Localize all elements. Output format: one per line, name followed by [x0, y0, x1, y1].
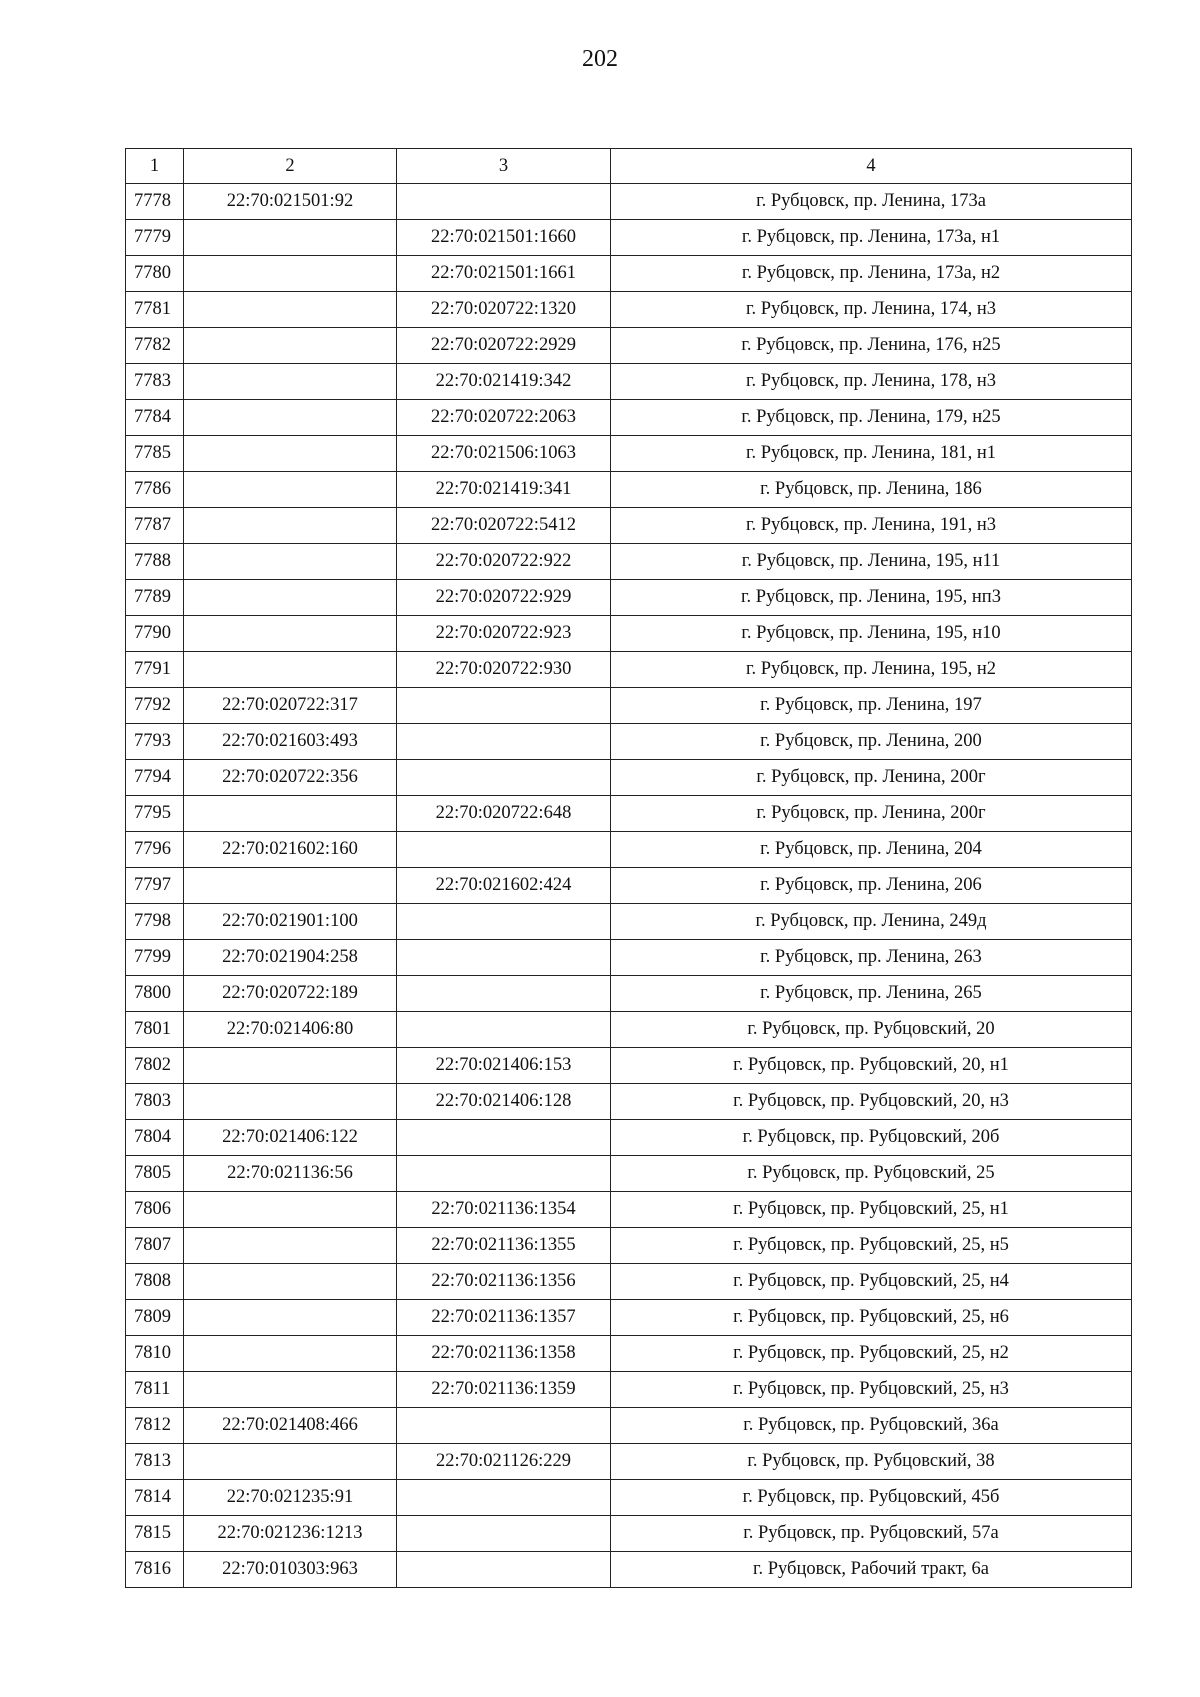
- building-number-cell: 22:70:021136:1354: [397, 1192, 611, 1228]
- address-cell: г. Рубцовск, пр. Ленина, 195, н2: [611, 652, 1132, 688]
- parcel-number-cell: [184, 796, 397, 832]
- parcel-number-cell: [184, 400, 397, 436]
- parcel-number-cell: 22:70:021235:91: [184, 1480, 397, 1516]
- row-number-cell: 7809: [126, 1300, 184, 1336]
- table-row: [126, 1048, 1132, 1084]
- table-row: [126, 724, 1132, 760]
- address-cell: г. Рубцовск, пр. Ленина, 263: [611, 940, 1132, 976]
- address-cell: г. Рубцовск, пр. Рубцовский, 20б: [611, 1120, 1132, 1156]
- building-number-cell: 22:70:020722:2063: [397, 400, 611, 436]
- building-number-cell: [397, 1552, 611, 1588]
- address-cell: г. Рубцовск, пр. Ленина, 249д: [611, 904, 1132, 940]
- building-number-cell: [397, 1516, 611, 1552]
- parcel-number-cell: 22:70:021408:466: [184, 1408, 397, 1444]
- parcel-number-cell: [184, 292, 397, 328]
- parcel-number-cell: 22:70:021602:160: [184, 832, 397, 868]
- table-row: [126, 184, 1132, 220]
- row-number-cell: 7781: [126, 292, 184, 328]
- building-number-cell: [397, 1012, 611, 1048]
- table-row: [126, 1516, 1132, 1552]
- table-row: [126, 1300, 1132, 1336]
- row-number-cell: 7806: [126, 1192, 184, 1228]
- address-cell: г. Рубцовск, пр. Ленина, 265: [611, 976, 1132, 1012]
- address-cell: г. Рубцовск, пр. Рубцовский, 25, н5: [611, 1228, 1132, 1264]
- building-number-cell: [397, 1120, 611, 1156]
- building-number-cell: 22:70:020722:1320: [397, 292, 611, 328]
- parcel-number-cell: [184, 1084, 397, 1120]
- address-cell: г. Рубцовск, пр. Рубцовский, 25, н2: [611, 1336, 1132, 1372]
- column-header-3: 3: [397, 149, 611, 184]
- address-cell: г. Рубцовск, пр. Ленина, 191, н3: [611, 508, 1132, 544]
- row-number-cell: 7782: [126, 328, 184, 364]
- row-number-cell: 7797: [126, 868, 184, 904]
- address-cell: г. Рубцовск, пр. Ленина, 200: [611, 724, 1132, 760]
- row-number-cell: 7778: [126, 184, 184, 220]
- address-cell: г. Рубцовск, пр. Ленина, 178, н3: [611, 364, 1132, 400]
- parcel-number-cell: 22:70:021904:258: [184, 940, 397, 976]
- building-number-cell: [397, 1408, 611, 1444]
- parcel-number-cell: 22:70:021501:92: [184, 184, 397, 220]
- row-number-cell: 7790: [126, 616, 184, 652]
- building-number-cell: 22:70:021406:128: [397, 1084, 611, 1120]
- address-cell: г. Рубцовск, пр. Рубцовский, 25, н1: [611, 1192, 1132, 1228]
- table-row: [126, 832, 1132, 868]
- address-cell: г. Рубцовск, пр. Рубцовский, 25, н4: [611, 1264, 1132, 1300]
- building-number-cell: 22:70:020722:2929: [397, 328, 611, 364]
- row-number-cell: 7792: [126, 688, 184, 724]
- address-cell: г. Рубцовск, пр. Ленина, 200г: [611, 796, 1132, 832]
- row-number-cell: 7802: [126, 1048, 184, 1084]
- parcel-number-cell: [184, 1336, 397, 1372]
- parcel-number-cell: 22:70:021603:493: [184, 724, 397, 760]
- building-number-cell: [397, 1480, 611, 1516]
- building-number-cell: [397, 688, 611, 724]
- row-number-cell: 7786: [126, 472, 184, 508]
- table-row: [126, 220, 1132, 256]
- table-row: [126, 544, 1132, 580]
- row-number-cell: 7803: [126, 1084, 184, 1120]
- row-number-cell: 7816: [126, 1552, 184, 1588]
- row-number-cell: 7789: [126, 580, 184, 616]
- page-number: 202: [582, 46, 618, 72]
- building-number-cell: [397, 724, 611, 760]
- row-number-cell: 7815: [126, 1516, 184, 1552]
- row-number-cell: 7779: [126, 220, 184, 256]
- parcel-number-cell: [184, 652, 397, 688]
- table-row: [126, 760, 1132, 796]
- table-row: [126, 976, 1132, 1012]
- address-cell: г. Рубцовск, пр. Ленина, 206: [611, 868, 1132, 904]
- address-cell: г. Рубцовск, пр. Ленина, 204: [611, 832, 1132, 868]
- parcel-number-cell: [184, 868, 397, 904]
- address-cell: г. Рубцовск, пр. Рубцовский, 57а: [611, 1516, 1132, 1552]
- parcel-number-cell: 22:70:020722:189: [184, 976, 397, 1012]
- parcel-number-cell: [184, 256, 397, 292]
- table-row: [126, 688, 1132, 724]
- building-number-cell: 22:70:021136:1355: [397, 1228, 611, 1264]
- table-row: [126, 904, 1132, 940]
- table-row: [126, 796, 1132, 832]
- address-cell: г. Рубцовск, пр. Ленина, 173а: [611, 184, 1132, 220]
- building-number-cell: 22:70:021419:341: [397, 472, 611, 508]
- row-number-cell: 7783: [126, 364, 184, 400]
- building-number-cell: 22:70:021419:342: [397, 364, 611, 400]
- parcel-number-cell: [184, 1300, 397, 1336]
- table-row: [126, 364, 1132, 400]
- building-number-cell: 22:70:021136:1356: [397, 1264, 611, 1300]
- row-number-cell: 7799: [126, 940, 184, 976]
- row-number-cell: 7787: [126, 508, 184, 544]
- address-cell: г. Рубцовск, пр. Рубцовский, 25, н6: [611, 1300, 1132, 1336]
- table-row: [126, 868, 1132, 904]
- address-cell: г. Рубцовск, пр. Ленина, 181, н1: [611, 436, 1132, 472]
- address-cell: г. Рубцовск, пр. Ленина, 195, н11: [611, 544, 1132, 580]
- building-number-cell: 22:70:021501:1661: [397, 256, 611, 292]
- table-row: [126, 1444, 1132, 1480]
- row-number-cell: 7811: [126, 1372, 184, 1408]
- row-number-cell: 7801: [126, 1012, 184, 1048]
- building-number-cell: 22:70:021501:1660: [397, 220, 611, 256]
- row-number-cell: 7784: [126, 400, 184, 436]
- table-row: [126, 472, 1132, 508]
- table-row: [126, 940, 1132, 976]
- building-number-cell: [397, 976, 611, 1012]
- address-cell: г. Рубцовск, пр. Ленина, 195, нп3: [611, 580, 1132, 616]
- building-number-cell: 22:70:021136:1359: [397, 1372, 611, 1408]
- row-number-cell: 7810: [126, 1336, 184, 1372]
- row-number-cell: 7796: [126, 832, 184, 868]
- row-number-cell: 7793: [126, 724, 184, 760]
- table-row: [126, 1264, 1132, 1300]
- table-row: [126, 1552, 1132, 1588]
- building-number-cell: 22:70:021136:1358: [397, 1336, 611, 1372]
- address-cell: г. Рубцовск, пр. Рубцовский, 36а: [611, 1408, 1132, 1444]
- address-cell: г. Рубцовск, пр. Ленина, 174, н3: [611, 292, 1132, 328]
- table-row: [126, 616, 1132, 652]
- address-cell: г. Рубцовск, пр. Рубцовский, 20, н3: [611, 1084, 1132, 1120]
- parcel-number-cell: [184, 364, 397, 400]
- registry-table-body: [126, 149, 1132, 1588]
- parcel-number-cell: [184, 508, 397, 544]
- parcel-number-cell: [184, 1372, 397, 1408]
- table-row: [126, 400, 1132, 436]
- building-number-cell: 22:70:020722:922: [397, 544, 611, 580]
- parcel-number-cell: [184, 1192, 397, 1228]
- parcel-number-cell: 22:70:021901:100: [184, 904, 397, 940]
- table-row: [126, 1120, 1132, 1156]
- table-row: [126, 1336, 1132, 1372]
- address-cell: г. Рубцовск, пр. Ленина, 173а, н1: [611, 220, 1132, 256]
- address-cell: г. Рубцовск, пр. Ленина, 173а, н2: [611, 256, 1132, 292]
- address-cell: г. Рубцовск, пр. Рубцовский, 20, н1: [611, 1048, 1132, 1084]
- building-number-cell: 22:70:020722:648: [397, 796, 611, 832]
- building-number-cell: 22:70:021506:1063: [397, 436, 611, 472]
- address-cell: г. Рубцовск, пр. Рубцовский, 38: [611, 1444, 1132, 1480]
- table-row: [126, 1480, 1132, 1516]
- address-cell: г. Рубцовск, пр. Рубцовский, 20: [611, 1012, 1132, 1048]
- address-cell: г. Рубцовск, пр. Рубцовский, 45б: [611, 1480, 1132, 1516]
- parcel-number-cell: 22:70:010303:963: [184, 1552, 397, 1588]
- parcel-number-cell: [184, 1228, 397, 1264]
- parcel-number-cell: [184, 580, 397, 616]
- building-number-cell: [397, 940, 611, 976]
- parcel-number-cell: 22:70:020722:317: [184, 688, 397, 724]
- row-number-cell: 7795: [126, 796, 184, 832]
- address-cell: г. Рубцовск, пр. Рубцовский, 25, н3: [611, 1372, 1132, 1408]
- building-number-cell: [397, 184, 611, 220]
- row-number-cell: 7807: [126, 1228, 184, 1264]
- row-number-cell: 7800: [126, 976, 184, 1012]
- table-row: [126, 1156, 1132, 1192]
- parcel-number-cell: [184, 472, 397, 508]
- address-cell: г. Рубцовск, пр. Ленина, 195, н10: [611, 616, 1132, 652]
- building-number-cell: [397, 832, 611, 868]
- parcel-number-cell: [184, 1264, 397, 1300]
- row-number-cell: 7805: [126, 1156, 184, 1192]
- row-number-cell: 7780: [126, 256, 184, 292]
- row-number-cell: 7785: [126, 436, 184, 472]
- parcel-number-cell: 22:70:021406:122: [184, 1120, 397, 1156]
- building-number-cell: 22:70:021406:153: [397, 1048, 611, 1084]
- column-header-2: 2: [184, 149, 397, 184]
- row-number-cell: 7812: [126, 1408, 184, 1444]
- building-number-cell: 22:70:021602:424: [397, 868, 611, 904]
- address-cell: г. Рубцовск, пр. Ленина, 176, н25: [611, 328, 1132, 364]
- parcel-number-cell: [184, 220, 397, 256]
- table-row: [126, 1408, 1132, 1444]
- table-row: [126, 1228, 1132, 1264]
- building-number-cell: 22:70:021126:229: [397, 1444, 611, 1480]
- address-cell: г. Рубцовск, пр. Ленина, 186: [611, 472, 1132, 508]
- address-cell: г. Рубцовск, пр. Ленина, 197: [611, 688, 1132, 724]
- parcel-number-cell: 22:70:021136:56: [184, 1156, 397, 1192]
- building-number-cell: 22:70:020722:930: [397, 652, 611, 688]
- address-cell: г. Рубцовск, пр. Рубцовский, 25: [611, 1156, 1132, 1192]
- address-cell: г. Рубцовск, пр. Ленина, 179, н25: [611, 400, 1132, 436]
- row-number-cell: 7791: [126, 652, 184, 688]
- column-header-1: 1: [126, 149, 184, 184]
- row-number-cell: 7808: [126, 1264, 184, 1300]
- table-row: [126, 508, 1132, 544]
- registry-table: [125, 148, 1132, 1588]
- table-row: [126, 436, 1132, 472]
- column-header-4: 4: [611, 149, 1132, 184]
- building-number-cell: 22:70:020722:923: [397, 616, 611, 652]
- parcel-number-cell: 22:70:021236:1213: [184, 1516, 397, 1552]
- table-row: [126, 1012, 1132, 1048]
- table-row: [126, 652, 1132, 688]
- address-cell: г. Рубцовск, пр. Ленина, 200г: [611, 760, 1132, 796]
- address-cell: г. Рубцовск, Рабочий тракт, 6а: [611, 1552, 1132, 1588]
- table-row: [126, 1192, 1132, 1228]
- row-number-cell: 7804: [126, 1120, 184, 1156]
- building-number-cell: 22:70:020722:5412: [397, 508, 611, 544]
- parcel-number-cell: [184, 1444, 397, 1480]
- parcel-number-cell: 22:70:021406:80: [184, 1012, 397, 1048]
- table-row: [126, 292, 1132, 328]
- parcel-number-cell: [184, 544, 397, 580]
- parcel-number-cell: [184, 1048, 397, 1084]
- row-number-cell: 7788: [126, 544, 184, 580]
- table-row: [126, 256, 1132, 292]
- table-row: [126, 328, 1132, 364]
- parcel-number-cell: [184, 328, 397, 364]
- parcel-number-cell: [184, 616, 397, 652]
- building-number-cell: [397, 760, 611, 796]
- row-number-cell: 7798: [126, 904, 184, 940]
- parcel-number-cell: 22:70:020722:356: [184, 760, 397, 796]
- table-row: [126, 1084, 1132, 1120]
- table-row: [126, 580, 1132, 616]
- table-header-row: [126, 149, 1132, 184]
- building-number-cell: [397, 904, 611, 940]
- table-row: [126, 1372, 1132, 1408]
- row-number-cell: 7794: [126, 760, 184, 796]
- building-number-cell: 22:70:021136:1357: [397, 1300, 611, 1336]
- building-number-cell: 22:70:020722:929: [397, 580, 611, 616]
- parcel-number-cell: [184, 436, 397, 472]
- row-number-cell: 7814: [126, 1480, 184, 1516]
- row-number-cell: 7813: [126, 1444, 184, 1480]
- building-number-cell: [397, 1156, 611, 1192]
